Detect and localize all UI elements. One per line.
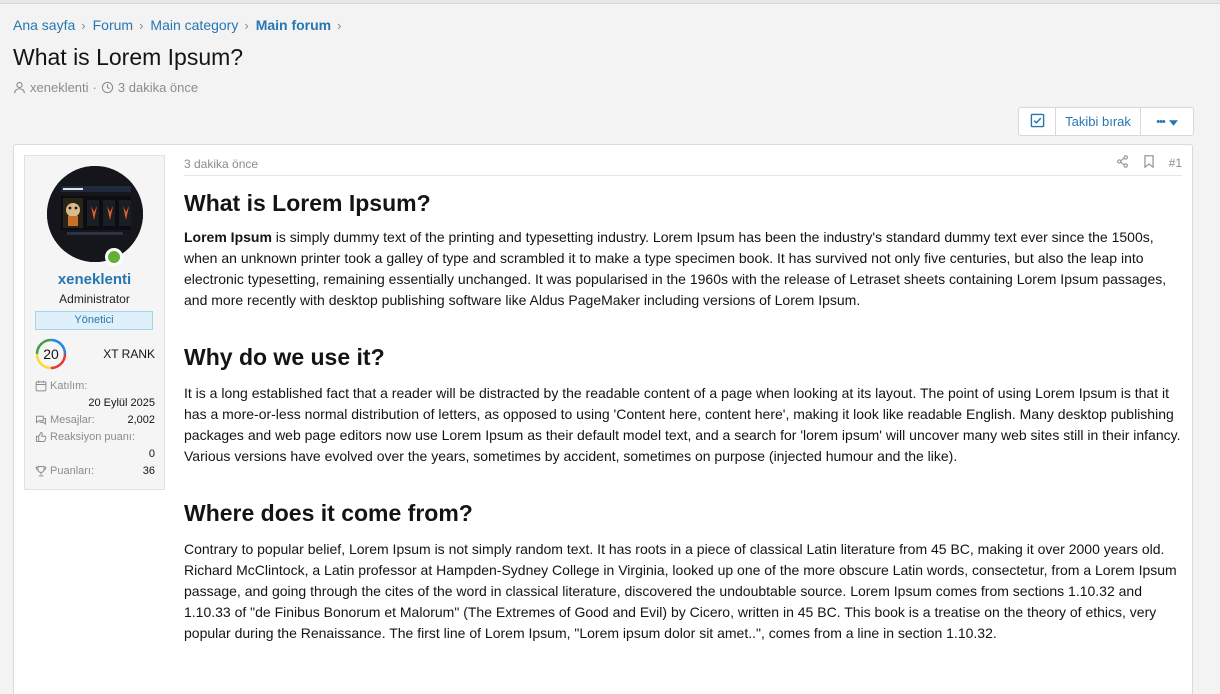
messages-icon (35, 414, 50, 426)
stat-joined (35, 380, 155, 392)
chevron-right-icon: › (81, 17, 86, 33)
avatar[interactable] (47, 166, 143, 262)
post-body (184, 185, 1184, 644)
stat-messages-label: Mesajlar: (50, 414, 95, 426)
user-name[interactable]: xeneklenti (57, 271, 132, 288)
meta-separator: · (92, 80, 97, 95)
page-title: What is Lorem Ipsum? (13, 44, 244, 70)
unfollow-button[interactable]: Takibi bırak (1056, 108, 1141, 135)
post-number-link[interactable]: #1 (1168, 156, 1182, 170)
trophy-icon (35, 465, 50, 477)
stat-points-value[interactable]: 36 (142, 465, 155, 477)
stat-joined-label: Katılım: (50, 380, 88, 392)
section-heading: Where does it come from? (184, 500, 473, 526)
rank-ring-icon (35, 338, 67, 370)
breadcrumb (13, 17, 348, 33)
section-paragraph: Contrary to popular belief, Lorem Ipsum is not simply random text. It has roots in a piece of classical Latin literature from 45 BC, making it over 2000 years old. Richard McClintock, a Latin professor at Hampden-Sydney College in Virginia, looked up one of the more obscure Latin words, consectetur, from a Lorem Ipsum passage, and going through the cites of the word in classical literature, discovered the undoubtable source. Lorem Ipsum comes from sections 1.10.32 and 1.10.33 of "de Finibus Bonorum et Malorum" (The Extremes of Good and Evil) by Cicero, written in 45 BC. This book is a treatise on the theory of ethics, very popular during the Renaissance. The first line of Lorem Ipsum, "Lorem ipsum dolor sit amet..", comes from a line in section 1.10.32. (184, 541, 1177, 641)
thread-toolbar (1018, 107, 1194, 136)
share-icon[interactable] (1116, 155, 1129, 171)
post-message (13, 144, 1193, 694)
user-panel (24, 155, 165, 490)
section-paragraph: It is a long established fact that a reader will be distracted by the readable content of a page when looking at its layout. The point of using Lorem Ipsum is that it has a more-or-less normal distribution of letters, as opposed to using 'Content here, content here', making it look like readable English. Many desktop publishing packages and web page editors now use Lorem Ipsum as their default model text, and a search for 'lorem ipsum' will uncover many web sites still in their infancy. Various versions have evolved over the years, sometimes by accident, sometimes on purpose (injected humour and the like). (184, 385, 1181, 464)
breadcrumb-main-category[interactable]: Main category (150, 17, 239, 33)
stat-points (35, 465, 155, 477)
calendar-icon (35, 380, 50, 392)
xt-rank (35, 336, 155, 372)
post-header-divider (184, 175, 1182, 176)
user-title: Administrator (59, 292, 130, 306)
rank-number: 20 (43, 346, 59, 362)
stat-messages-value[interactable]: 2,002 (127, 414, 155, 426)
post-time-link[interactable]: 3 dakika önce (184, 157, 259, 171)
user-icon (13, 81, 26, 94)
chevron-right-icon: › (244, 17, 249, 33)
section-heading: Why do we use it? (184, 344, 385, 370)
more-options-button[interactable] (1141, 108, 1193, 135)
checkbox-checked-icon (1030, 113, 1045, 131)
bold-lead: Lorem Ipsum (184, 229, 272, 245)
spacer (184, 467, 1184, 499)
chevron-right-icon: › (337, 17, 342, 33)
chevron-right-icon: › (139, 17, 144, 33)
user-role-banner: Yönetici (35, 311, 153, 330)
post-actions (1116, 155, 1182, 171)
clock-icon (101, 81, 114, 94)
rank-label: XT RANK (103, 347, 155, 361)
spacer (184, 311, 1184, 343)
breadcrumb-forum[interactable]: Forum (92, 17, 134, 33)
online-status-icon (105, 248, 123, 266)
section-heading: What is Lorem Ipsum? (184, 190, 431, 216)
thread-time-link[interactable]: 3 dakika önce (117, 80, 199, 95)
stat-points-label: Puanları: (50, 465, 95, 477)
select-checkbox-button[interactable] (1019, 108, 1056, 135)
stat-reactions-label: Reaksiyon puanı: (50, 431, 135, 443)
caret-down-icon (1169, 114, 1178, 129)
stat-joined-value: 20 Eylül 2025 (88, 397, 155, 409)
top-border (0, 0, 1220, 4)
thumbs-up-icon (35, 431, 50, 443)
stat-reactions (35, 431, 155, 443)
stat-messages (35, 414, 155, 426)
stat-reactions-value: 0 (148, 448, 155, 460)
breadcrumb-home[interactable]: Ana sayfa (13, 17, 76, 33)
section-paragraph (184, 227, 1184, 311)
bookmark-icon[interactable] (1143, 155, 1155, 171)
breadcrumb-main-forum[interactable]: Main forum (255, 17, 332, 33)
more-dots-icon: ••• (1156, 115, 1165, 128)
thread-meta (13, 80, 198, 95)
paragraph-text: is simply dummy text of the printing and typesetting industry. Lorem Ipsum has been the industry's standard dummy text ever since the 1500s, when an unknown printer took a galley of type and scrambled it to make a type specimen book. It has survived not only five centuries, but also the leap into electronic typesetting, remaining essentially unchanged. It was popularised in the 1960s with the release of Letraset sheets containing Lorem Ipsum passages, and more recently with desktop publishing software like Aldus PageMaker including versions of Lorem Ipsum. (184, 229, 1167, 308)
thread-author-link[interactable]: xeneklenti (30, 80, 89, 95)
